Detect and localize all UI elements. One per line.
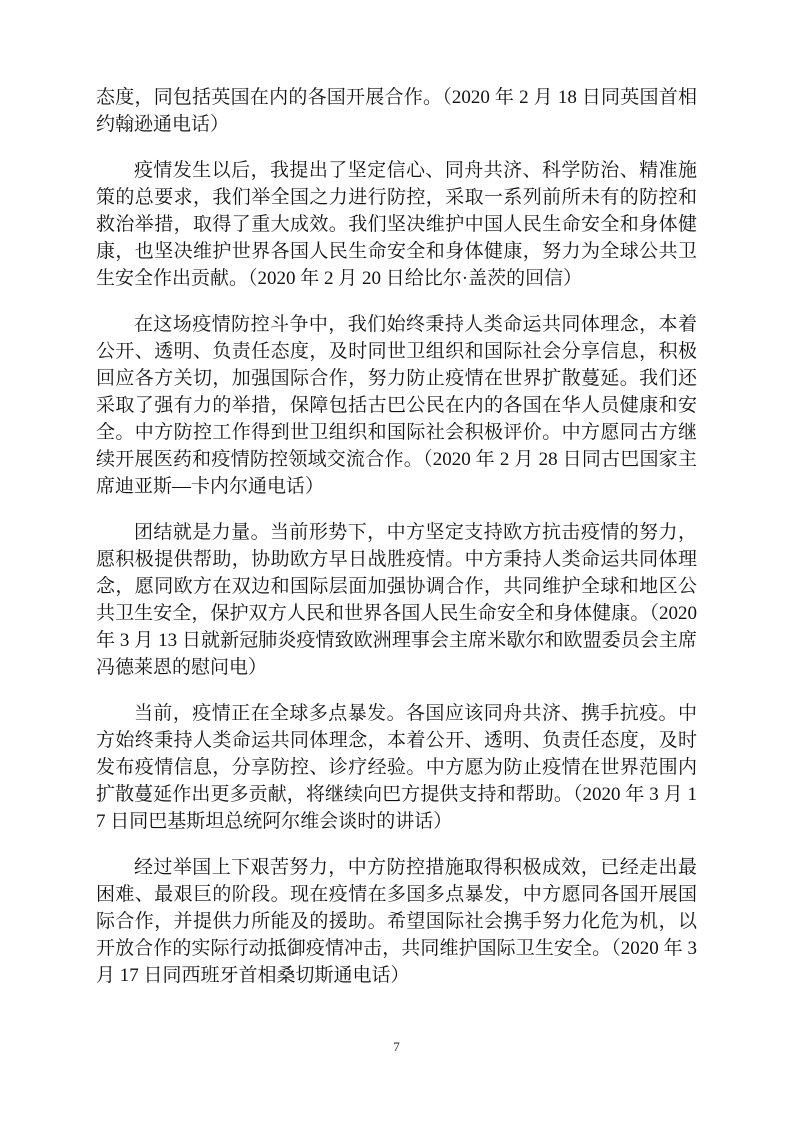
paragraph: 团结就是力量。当前形势下，中方坚定支持欧方抗击疫情的努力，愿积极提供帮助，协助欧方早日战胜疫情。中方秉持人类命运共同体理念，愿同欧方在双边和国际层面加强协调合作，共同维护全球和地区公共卫生安全，保护双方人民和世界各国人民生命安全和身体健康。（2020 年 3 月 13 日就新冠肺炎疫情致欧洲理事会主席米歇尔和欧盟委员会主席冯德莱恩的慰问电） xyxy=(96,522,697,678)
document-body xyxy=(96,84,697,989)
page-number: 7 xyxy=(393,1039,400,1054)
paragraph: 经过举国上下艰苦努力，中方防控措施取得积极成效，已经走出最困难、最艰巨的阶段。现在疫情在多国多点暴发，中方愿同各国开展国际合作，并提供力所能及的援助。希望国际社会携手努力化危为机，以开放合作的实际行动抵御疫情冲击，共同维护国际卫生安全。（2020 年 3 月 17 日同西班牙首相桑切斯通电话） xyxy=(96,857,697,986)
paragraph: 当前，疫情正在全球多点暴发。各国应该同舟共济、携手抗疫。中方始终秉持人类命运共同体理念，本着公开、透明、负责任态度，及时发布疫情信息，分享防控、诊疗经验。中方愿为防止疫情在世界范围内扩散蔓延作出更多贡献，将继续向巴方提供支持和帮助。（2020 年 3 月 17 日同巴基斯坦总统阿尔维会谈时的讲话） xyxy=(96,703,697,832)
page-footer xyxy=(0,1038,793,1056)
paragraph: 在这场疫情防控斗争中，我们始终秉持人类命运共同体理念，本着公开、透明、负责任态度，及时同世卫组织和国际社会分享信息，积极回应各方关切，加强国际合作，努力防止疫情在世界扩散蔓延。我们还采取了强有力的举措，保障包括古巴公民在内的各国在华人员健康和安全。中方防控工作得到世卫组织和国际社会积极评价。中方愿同古方继续开展医药和疫情防控领域交流合作。（2020 年 2 月 28 日同古巴国家主席迪亚斯—卡内尔通电话） xyxy=(96,314,697,497)
paragraph-continuation: 态度，同包括英国在内的各国开展合作。（2020 年 2 月 18 日同英国首相约翰逊通电话） xyxy=(96,87,697,135)
paragraph: 疫情发生以后，我提出了坚定信心、同舟共济、科学防治、精准施策的总要求，我们举全国之力进行防控，采取一系列前所未有的防控和救治举措，取得了重大成效。我们坚决维护中国人民生命安全和身体健康，也坚决维护世界各国人民生命安全和身体健康，努力为全球公共卫生安全作出贡献。（2020 年 2 月 20 日给比尔·盖茨的回信） xyxy=(96,160,697,289)
